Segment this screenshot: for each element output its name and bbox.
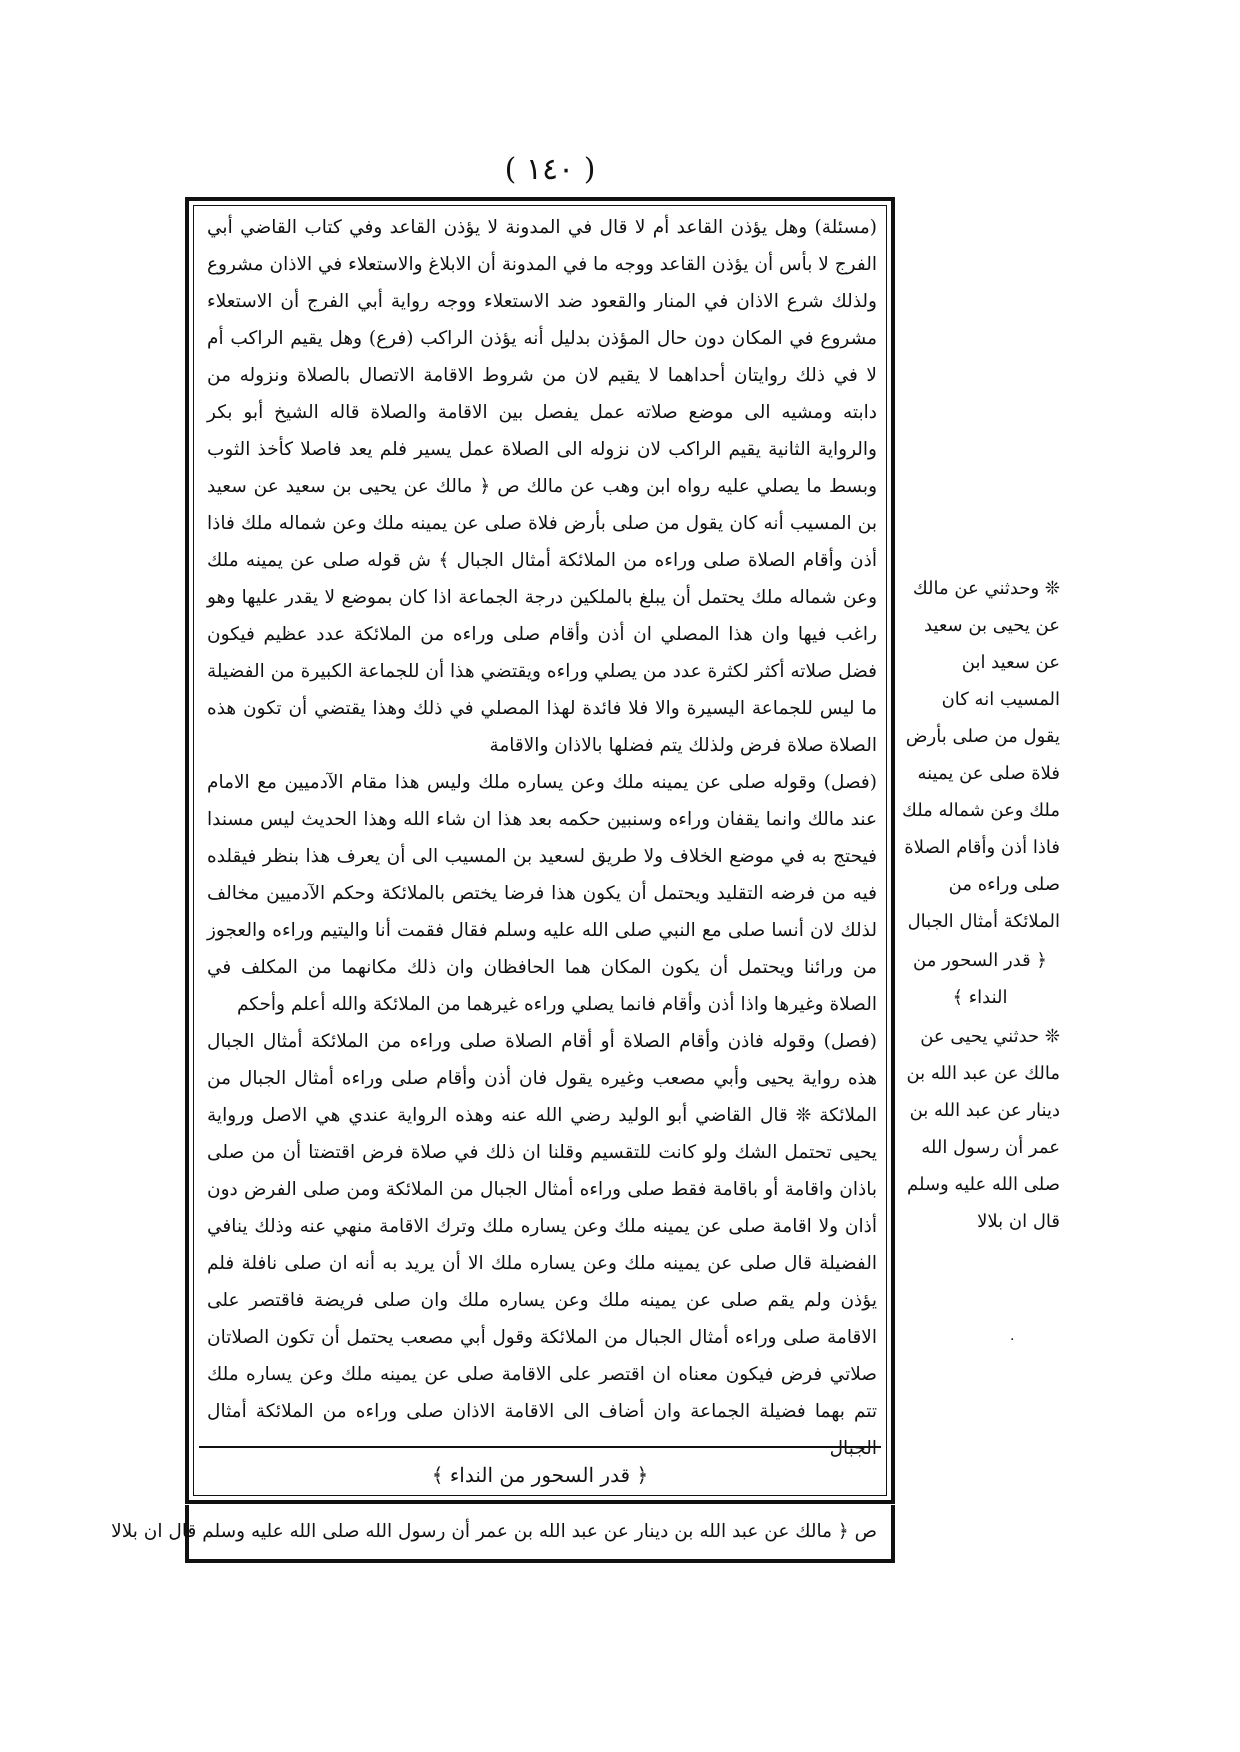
margin-note-heading: ﴿ قدر السحور من النداء ﴾ <box>913 950 1047 1008</box>
main-paragraph: (مسئلة) وهل يؤذن القاعد أم لا قال في المدونة لا يؤذن القاعد وفي كتاب القاضي أبي الفرج لا بأس أن يؤذن القاعد ووجه ما في المدونة أن الابلاغ والاستعلاء في الاذان مشروع ولذلك شرع الاذان في المنار والقعود ضد الاستعلاء ووجه رواية أبي الفرج أن الاستعلاء مشروع في المكان دون حال المؤذن بدليل أنه يؤذن الراكب (فرع) وهل يقيم الراكب أم لا في ذلك روايتان أحداهما لا يقيم لان من شروط الاقامة الاتصال بالصلاة ونزوله من دابته ومشيه الى موضع صلاته عمل يفصل بين الاقامة والصلاة قاله الشيخ أبو بكر والرواية الثانية يقيم الراكب لان نزوله الى الصلاة عمل يسير فلم يعد فاصلا كأخذ الثوب وبسط ما يصلي عليه رواه ابن وهب عن مالك ص ﴿ مالك عن يحيى بن سعيد عن سعيد بن المسيب أنه كان يقول من صلى بأرض فلاة صلى عن يمينه ملك وعن شماله ملك فاذا أذن وأقام الصلاة صلى وراءه من الملائكة أمثال الجبال ﴾ ش قوله صلى عن يمينه ملك وعن شماله ملك يحتمل أن يبلغ بالملكين درجة الجماعة اذا كان بموضع لا يقدر عليها وهو راغب فيها وان هذا المصلي ان أذن وأقام صلى وراءه من الملائكة عدد عظيم فيكون فضل صلاته أكثر لكثرة عدد من يصلي وراءه ويقتضي هذا أن للجماعة الكبيرة من الفضيلة ما ليس للجماعة اليسيرة والا فلا فائدة لهذا المصلي في ذلك وهذا يقتضي أن تكون هذه الصلاة صلاة فرض ولذلك يتم فضلها بالاذان والاقامة <box>207 217 877 756</box>
section-separator <box>199 1446 881 1448</box>
margin-note-hadith: ❊ حدثني يحيى عن مالك عن عبد الله بن دينار عن عبد الله بن عمر أن رسول الله صلى الله عليه وسلم قال ان بلالا <box>906 1026 1060 1232</box>
main-paragraph: (فصل) وقوله فاذن وأقام الصلاة أو أقام الصلاة صلى وراءه من الملائكة أمثال الجبال هذه رواية يحيى وأبي مصعب وغيره يقول فان أذن وأقام صلى وراءه أمثال الجبال من الملائكة ❊ قال القاضي أبو الوليد رضي الله عنه وهذه الرواية عندي هي الاصل ورواية يحيى تحتمل الشك ولو كانت للتقسيم وقلنا ان ذلك في صلاة فرض اقتضتا أن من صلى باذان واقامة أو باقامة فقط صلى وراءه أمثال الجبال من الملائكة ومن صلى الفرض دون أذان ولا اقامة صلى عن يمينه ملك وعن يساره ملك وترك الاقامة منهي عنه وذلك ينافي الفضيلة قال صلى عن يمينه ملك وعن يساره ملك الا أن يريد به أنه ان صلى نافلة فلم يؤذن ولم يقم صلى عن يمينه ملك وعن يساره ملك وان صلى فريضة فاقتصر على الاقامة صلى وراءه أمثال الجبال من الملائكة وقول أبي مصعب يحتمل أن تكون الصلاتان صلاتي فرض فيكون معناه ان اقتصر على الاقامة صلى عن يمينه ملك وعن يساره ملك تتم بهما فضيلة الجماعة وان أضاف الى الاقامة الاذان صلى وراءه من الملائكة أمثال الجبال <box>207 1031 877 1459</box>
bottom-text-frame <box>111 1505 895 1563</box>
main-text-frame <box>185 197 895 1504</box>
page-number: ( ١٤٠ ) <box>504 152 596 187</box>
margin-notes <box>900 570 1060 1242</box>
margin-mark: · <box>1010 1332 1015 1348</box>
section-heading: ﴿ قدر السحور من النداء ﴾ <box>431 1463 649 1487</box>
main-paragraph: (فصل) وقوله صلى عن يمينه ملك وعن يساره ملك وليس هذا مقام الآدميين مع الامام عند مالك وانما يقفان وراءه وسنبين حكمه بعد هذا ان شاء الله وهذا الحديث ليس مسندا فيحتج به في موضع الخلاف ولا طريق لسعيد بن المسيب الى أن يعرف هذا بنظر فيقلده فيه من فرضه التقليد ويحتمل أن يكون هذا فرضا يختص بالملائكة وحكم الآدميين مخالف لذلك لان أنسا صلى مع النبي صلى الله عليه وسلم فقال فقمت أنا واليتيم وراءه والعجوز من ورائنا ويحتمل أن يكون المكان هما الحافظان وان ذلك مكانهما من المكلف في الصلاة وغيرها واذا أذن وأقام فانما يصلي وراءه غيرهما من الملائكة والله أعلم وأحكم <box>207 772 877 1015</box>
main-text-block <box>207 209 877 1467</box>
margin-note-hadith: ❊ وحدثني عن مالك عن يحيى بن سعيد عن سعيد ابن المسيب انه كان يقول من صلى بأرض فلاة صلى عن يمينه ملك وعن شماله ملك فاذا أذن وأقام الصلاة صلى وراءه من الملائكة أمثال الجبال <box>902 578 1060 932</box>
bottom-line: ص ﴿ مالك عن عبد الله بن دينار عن عبد الله بن عمر أن رسول الله صلى الله عليه وسلم قال ان بلالا <box>111 1521 877 1542</box>
